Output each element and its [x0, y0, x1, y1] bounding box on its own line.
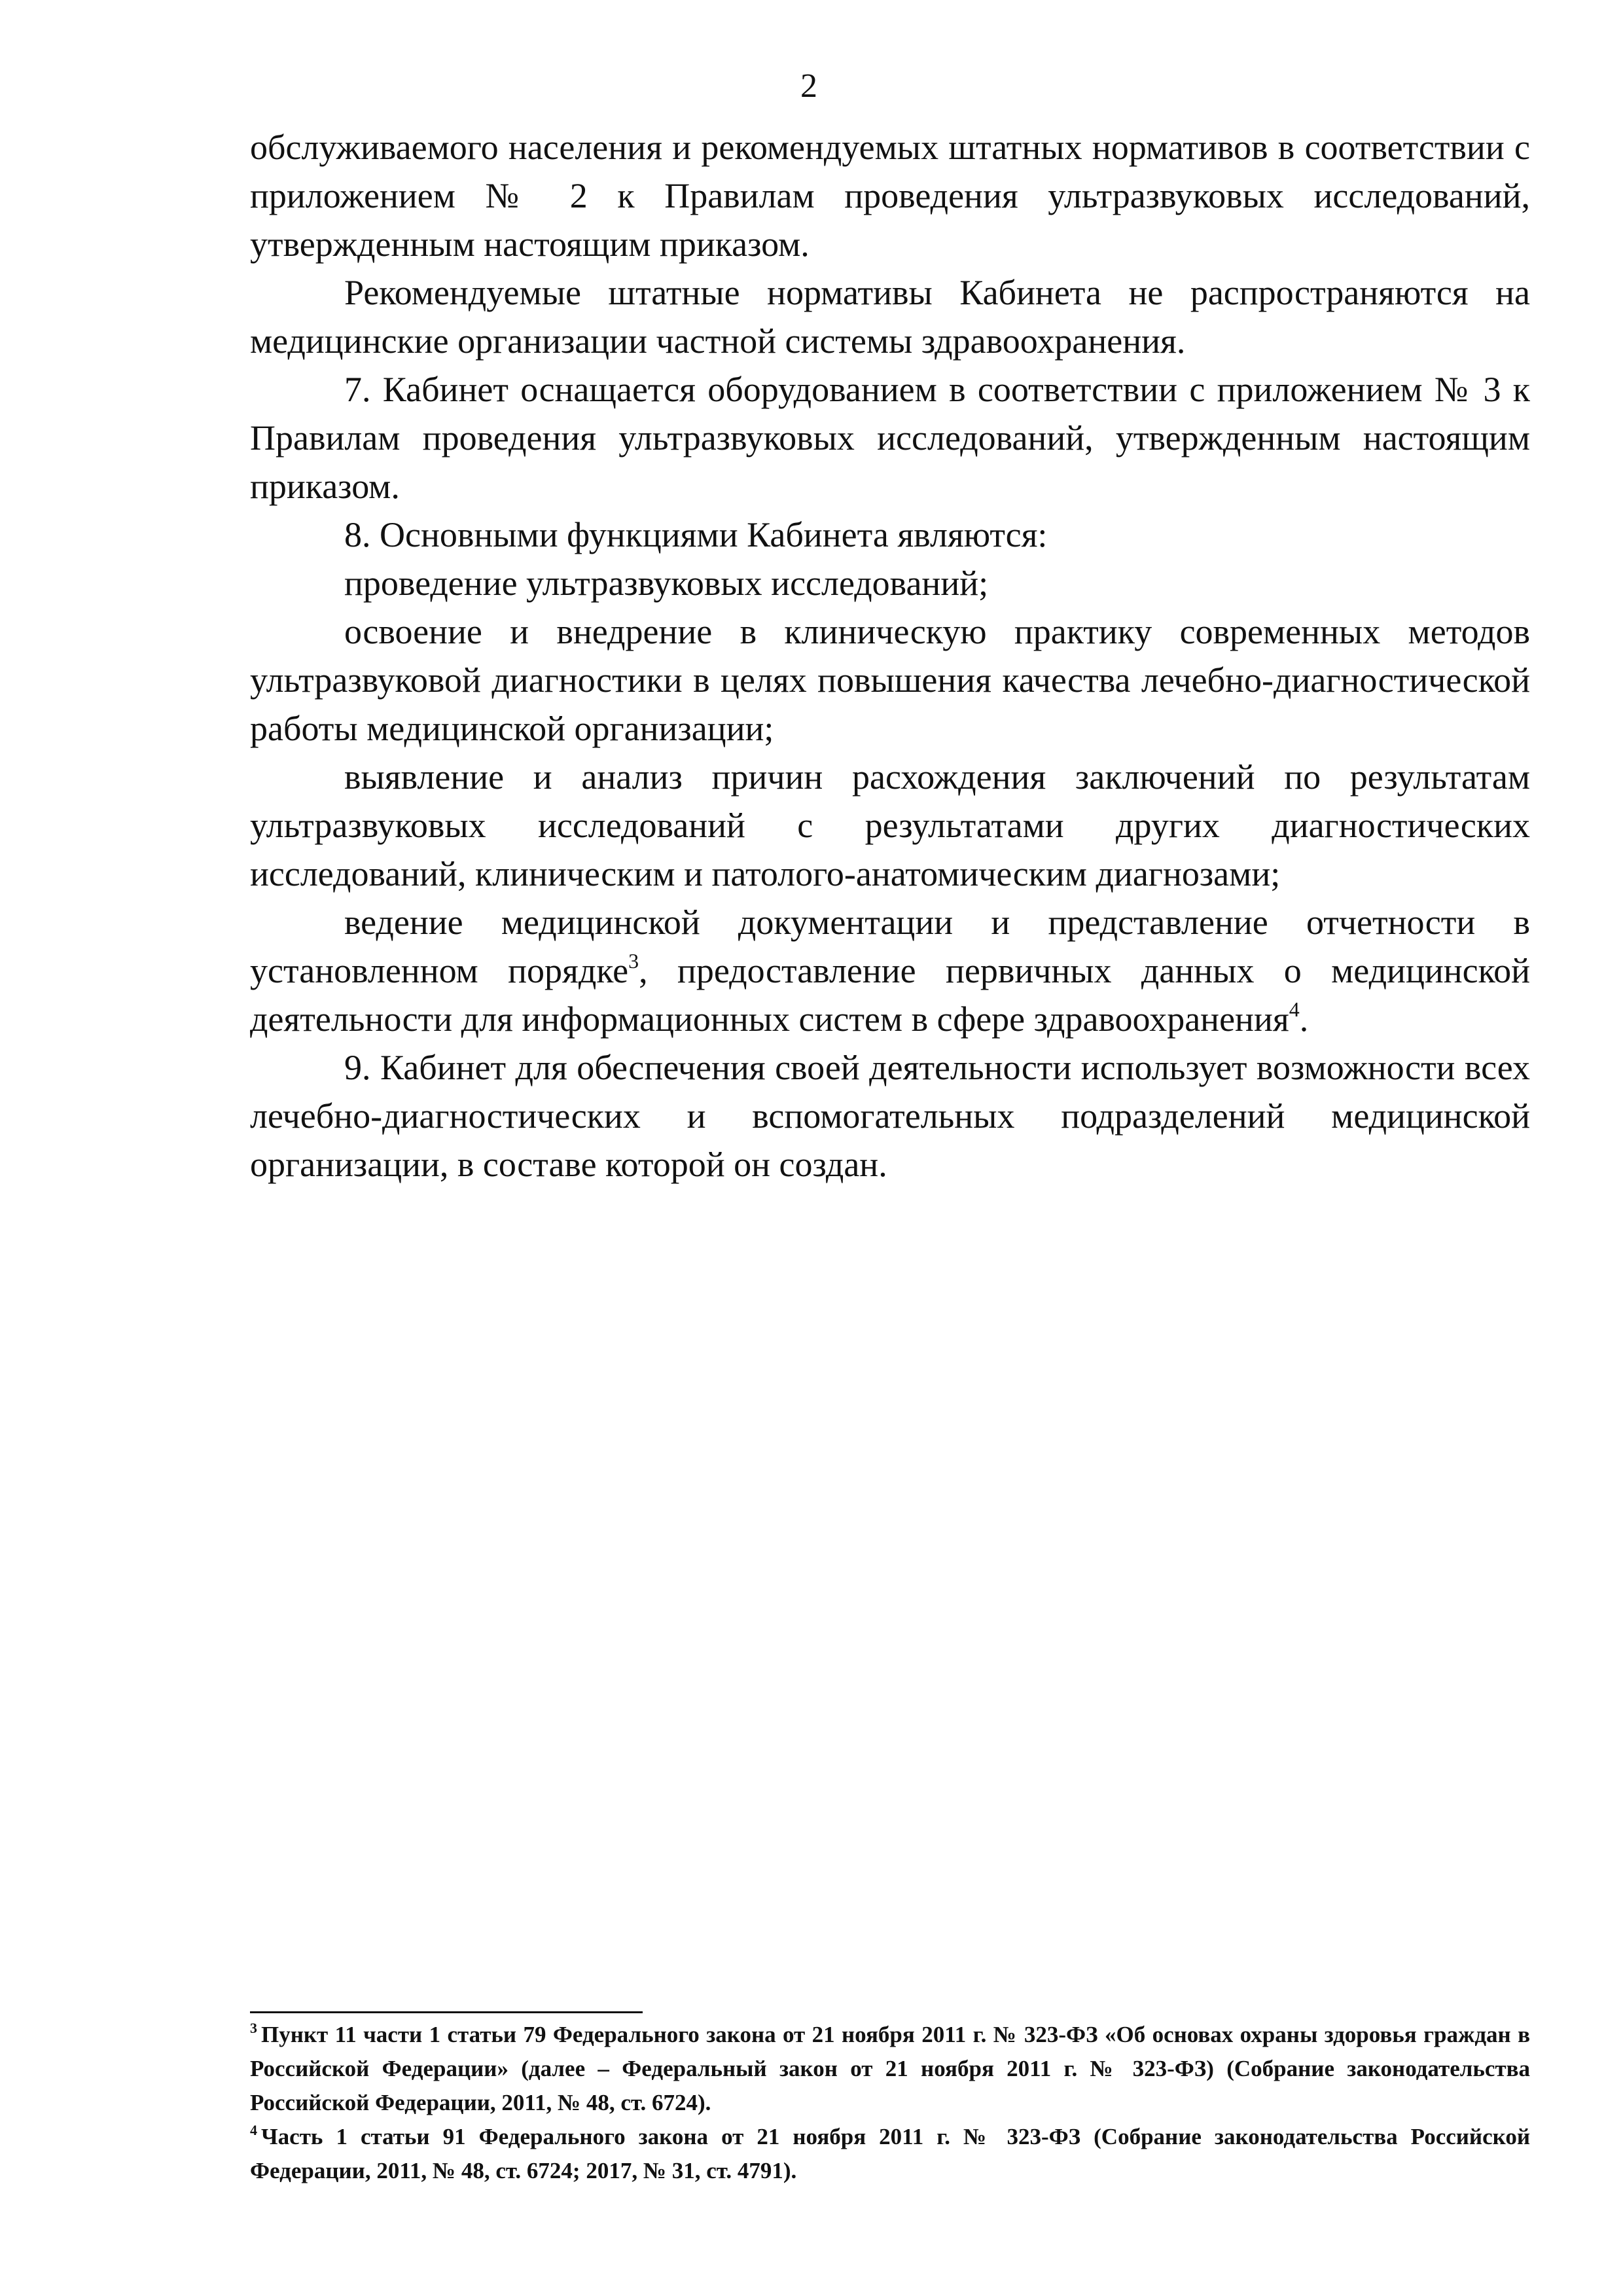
footnote-ref-3[interactable]: 3 [628, 949, 639, 973]
paragraph-7-equipment: 7. Кабинет оснащается оборудованием в соответствии с приложением № 3 к Правилам проведения ультразвуковых исследований, утвержденным настоящим приказом. [250, 370, 1530, 506]
documentation-text-part2: , предоставление первичных данных о медицинской деятельности для информационных систем в сфере здравоохранения [250, 951, 1530, 1039]
paragraph-staffing-continued: обслуживаемого населения и рекомендуемых штатных нормативов в соответствии с приложением № 2 к Правилам проведения ультразвуковых исследований, утвержденным настоящим приказом. [250, 128, 1530, 264]
document-body [250, 123, 1530, 1189]
footnote-3 [250, 2018, 1530, 2120]
footnote-separator [250, 2011, 643, 2013]
footnote-4 [250, 2120, 1530, 2188]
footnote-3-marker: 3 [250, 2020, 257, 2036]
documentation-text-part1: ведение медицинской документации и представление отчетности в установленном порядке [250, 903, 1530, 990]
footnote-3-text: Пункт 11 части 1 статьи 79 Федерального закона от 21 ноября 2011 г. № 323-ФЗ «Об основах охраны здоровья граждан в Российской Федерации» (далее – Федеральный закон от 21 ноября 2011 г. № 323-ФЗ) (Собрание законодательства Российской Федерации, 2011, № 48, ст. 6724). [250, 2022, 1530, 2115]
footnote-4-text: Часть 1 статьи 91 Федерального закона от 21 ноября 2011 г. № 323-ФЗ (Собрание законодательства Российской Федерации, 2011, № 48, ст. 6724; 2017, № 31, ст. 4791). [250, 2124, 1530, 2183]
documentation-text-part3: . [1299, 999, 1309, 1039]
footnote-4-marker: 4 [250, 2122, 257, 2138]
footnote-ref-4[interactable]: 4 [1289, 997, 1300, 1021]
function-item-ultrasound: проведение ультразвуковых исследований; [344, 564, 989, 603]
function-item-new-methods: освоение и внедрение в клиническую практику современных методов ультразвуковой диагностики в целях повышения качества лечебно-диагностической работы медицинской организации; [250, 612, 1530, 748]
paragraph-private-organizations: Рекомендуемые штатные нормативы Кабинета не распространяются на медицинские организации частной системы здравоохранения. [250, 273, 1530, 361]
function-item-documentation [250, 898, 1530, 1043]
paragraph-8-functions: 8. Основными функциями Кабинета являются: [344, 515, 1048, 554]
footnotes [250, 2018, 1530, 2188]
page-number: 2 [800, 67, 817, 105]
paragraph-9-resources: 9. Кабинет для обеспечения своей деятельности использует возможности всех лечебно-диагностических и вспомогательных подразделений медицинской организации, в составе которой он создан. [250, 1048, 1530, 1184]
function-item-discrepancy-analysis: выявление и анализ причин расхождения заключений по результатам ультразвуковых исследований с результатами других диагностических исследований, клиническим и патолого-анатомическим диагнозами; [250, 757, 1530, 893]
